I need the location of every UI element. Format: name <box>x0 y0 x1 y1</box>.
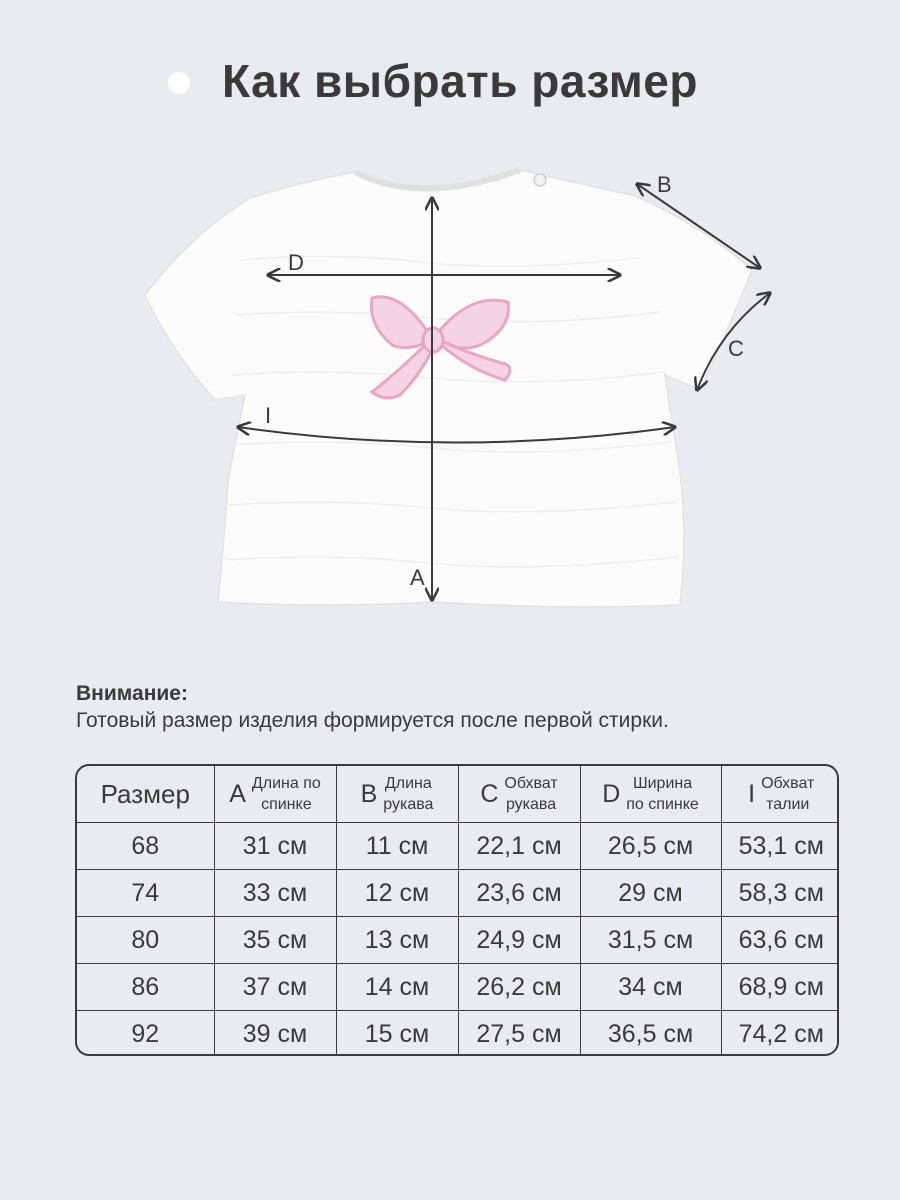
cell-a: 35 см <box>214 917 336 964</box>
header-c: C Обхват рукава <box>458 766 580 823</box>
cell-a: 33 см <box>214 870 336 917</box>
header-b: B Длина рукава <box>336 766 458 823</box>
header-i: I Обхват талии <box>721 766 839 823</box>
cell-i: 53,1 см <box>721 823 839 870</box>
cell-i: 63,6 см <box>721 917 839 964</box>
label-d: D <box>288 250 304 275</box>
cell-b: 11 см <box>336 823 458 870</box>
table-row <box>77 917 839 964</box>
label-i: I <box>265 403 272 428</box>
cell-c: 26,2 см <box>458 964 580 1011</box>
header-size: Размер <box>77 766 214 823</box>
cell-d: 36,5 см <box>580 1011 721 1057</box>
cell-size: 80 <box>77 917 214 964</box>
cell-i: 58,3 см <box>721 870 839 917</box>
label-a: A <box>410 565 425 590</box>
table-header-row <box>77 766 839 823</box>
attention-note <box>76 682 856 733</box>
cell-c: 23,6 см <box>458 870 580 917</box>
label-c: C <box>728 336 744 361</box>
header-d: D Ширина по спинке <box>580 766 721 823</box>
label-b: B <box>657 172 672 197</box>
cell-i: 68,9 см <box>721 964 839 1011</box>
cell-b: 12 см <box>336 870 458 917</box>
cell-a: 31 см <box>214 823 336 870</box>
cell-size: 74 <box>77 870 214 917</box>
note-text: Готовый размер изделия формируется после первой стирки. <box>76 709 669 732</box>
page-title: Как выбрать размер <box>222 55 698 107</box>
cell-d: 29 см <box>580 870 721 917</box>
table-row <box>77 870 839 917</box>
table-row <box>77 964 839 1011</box>
note-heading: Внимание: <box>76 682 188 705</box>
cell-a: 37 см <box>214 964 336 1011</box>
cell-c: 27,5 см <box>458 1011 580 1057</box>
tshirt-measurement-diagram <box>0 140 900 640</box>
cell-c: 22,1 см <box>458 823 580 870</box>
title-row <box>0 50 900 120</box>
cell-size: 68 <box>77 823 214 870</box>
cell-b: 15 см <box>336 1011 458 1057</box>
table-row <box>77 1011 839 1057</box>
header-a: A Длина по спинке <box>214 766 336 823</box>
cell-c: 24,9 см <box>458 917 580 964</box>
cell-a: 39 см <box>214 1011 336 1057</box>
cell-size: 86 <box>77 964 214 1011</box>
cell-b: 14 см <box>336 964 458 1011</box>
bullet-icon <box>168 72 190 94</box>
tshirt-image <box>145 170 752 607</box>
cell-i: 74,2 см <box>721 1011 839 1057</box>
cell-d: 34 см <box>580 964 721 1011</box>
cell-d: 31,5 см <box>580 917 721 964</box>
table-row <box>77 823 839 870</box>
cell-d: 26,5 см <box>580 823 721 870</box>
size-table <box>75 764 839 1056</box>
cell-b: 13 см <box>336 917 458 964</box>
cell-size: 92 <box>77 1011 214 1057</box>
